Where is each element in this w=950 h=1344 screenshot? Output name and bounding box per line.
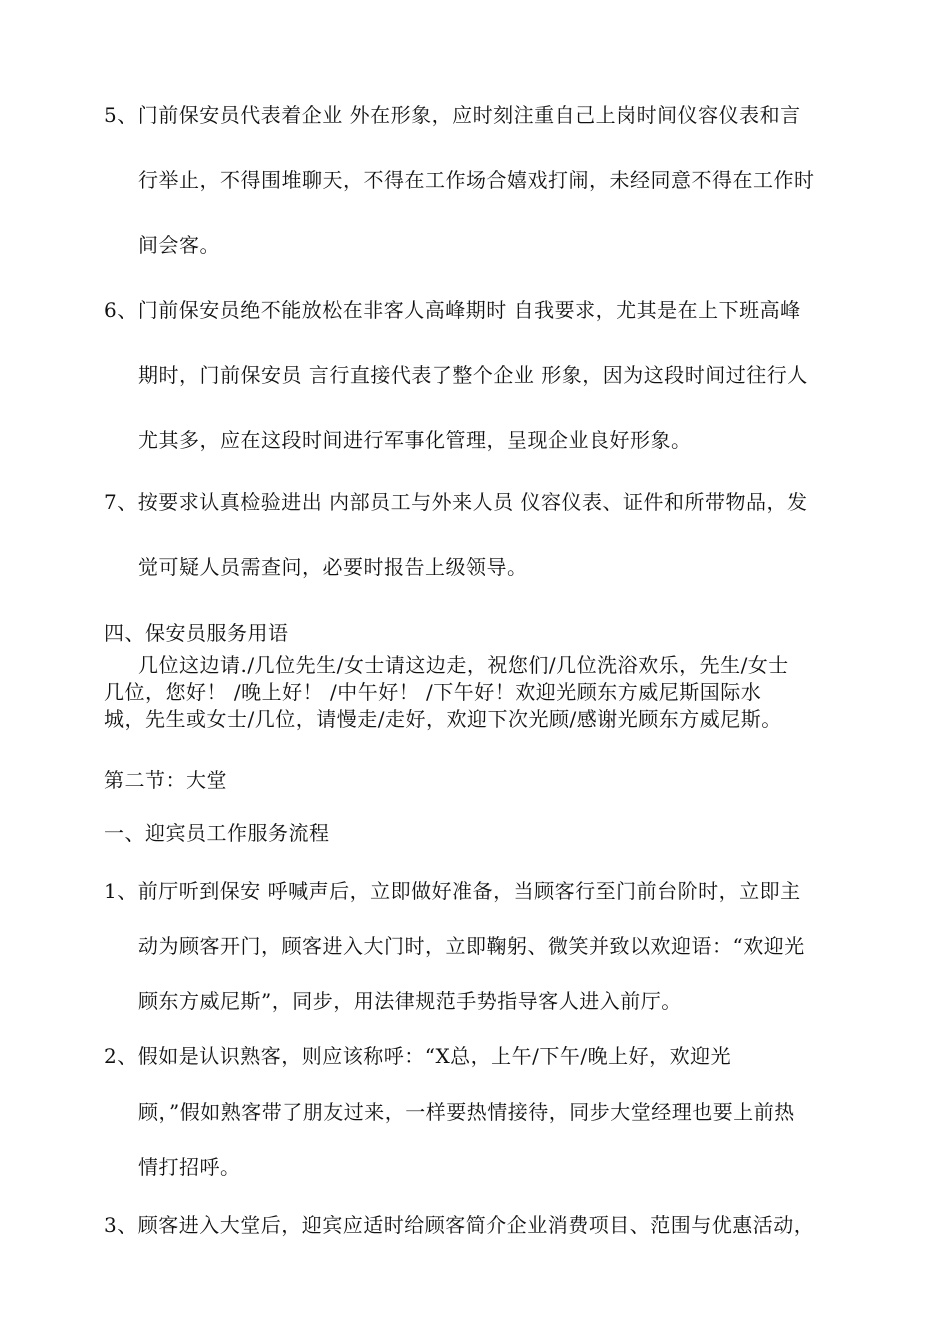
subsection-heading-greeter-workflow: 一、迎宾员工作服务流程	[104, 821, 330, 845]
lobby-item-1-line-3: 顾东方威尼斯”，同步，用法律规范手势指导客人进入前厅。	[138, 989, 682, 1013]
lobby-item-2-line-1: 2、假如是认识熟客，则应该称呼：“X总，上午/下午/晚上好，欢迎光	[104, 1044, 732, 1068]
greetings-line-2: 几位，您好！ /晚上好！ /中午好！ /下午好！欢迎光顾东方威尼斯国际水	[104, 680, 762, 704]
lobby-item-1-line-1: 1、前厅听到保安 呼喊声后，立即做好准备，当顾客行至门前台阶时，立即主	[104, 879, 801, 903]
item-7-line-1: 7、按要求认真检验进出 内部员工与外来人员 仪容仪表、证件和所带物品，发	[104, 490, 808, 514]
greetings-line-3: 城，先生或女士/几位，请慢走/走好，欢迎下次光顾/感谢光顾东方威尼斯。	[104, 707, 782, 731]
item-5-line-2: 行举止，不得围堆聊天，不得在工作场合嬉戏打闹，未经同意不得在工作时	[138, 168, 815, 192]
item-7-line-2: 觉可疑人员需查问，必要时报告上级领导。	[138, 555, 528, 579]
item-5-line-3: 间会客。	[138, 233, 220, 257]
lobby-item-2-line-3: 情打招呼。	[138, 1155, 241, 1179]
lobby-item-1-line-2: 动为顾客开门，顾客进入大门时，立即鞠躬、微笑并致以欢迎语：“欢迎光	[138, 934, 805, 958]
section-heading-service-phrases: 四、保安员服务用语	[104, 621, 289, 645]
section-heading-lobby: 第二节：大堂	[104, 768, 227, 792]
item-6-line-3: 尤其多，应在这段时间进行军事化管理，呈现企业良好形象。	[138, 428, 692, 452]
item-6-line-2: 期时，门前保安员 言行直接代表了整个企业 形象，因为这段时间过往行人	[138, 363, 808, 387]
item-5-line-1: 5、门前保安员代表着企业 外在形象，应时刻注重自己上岗时间仪容仪表和言	[104, 103, 801, 127]
lobby-item-2-line-2: 顾，”假如熟客带了朋友过来，一样要热情接待，同步大堂经理也要上前热	[138, 1100, 795, 1124]
item-6-line-1: 6、门前保安员绝不能放松在非客人高峰期时 自我要求，尤其是在上下班高峰	[104, 298, 801, 322]
lobby-item-3-line-1: 3、顾客进入大堂后，迎宾应适时给顾客简介企业消费项目、范围与优惠活动，	[104, 1213, 815, 1237]
greetings-line-1: 几位这边请./几位先生/女士请这边走，祝您们/几位洗浴欢乐，先生/女士	[138, 653, 789, 677]
